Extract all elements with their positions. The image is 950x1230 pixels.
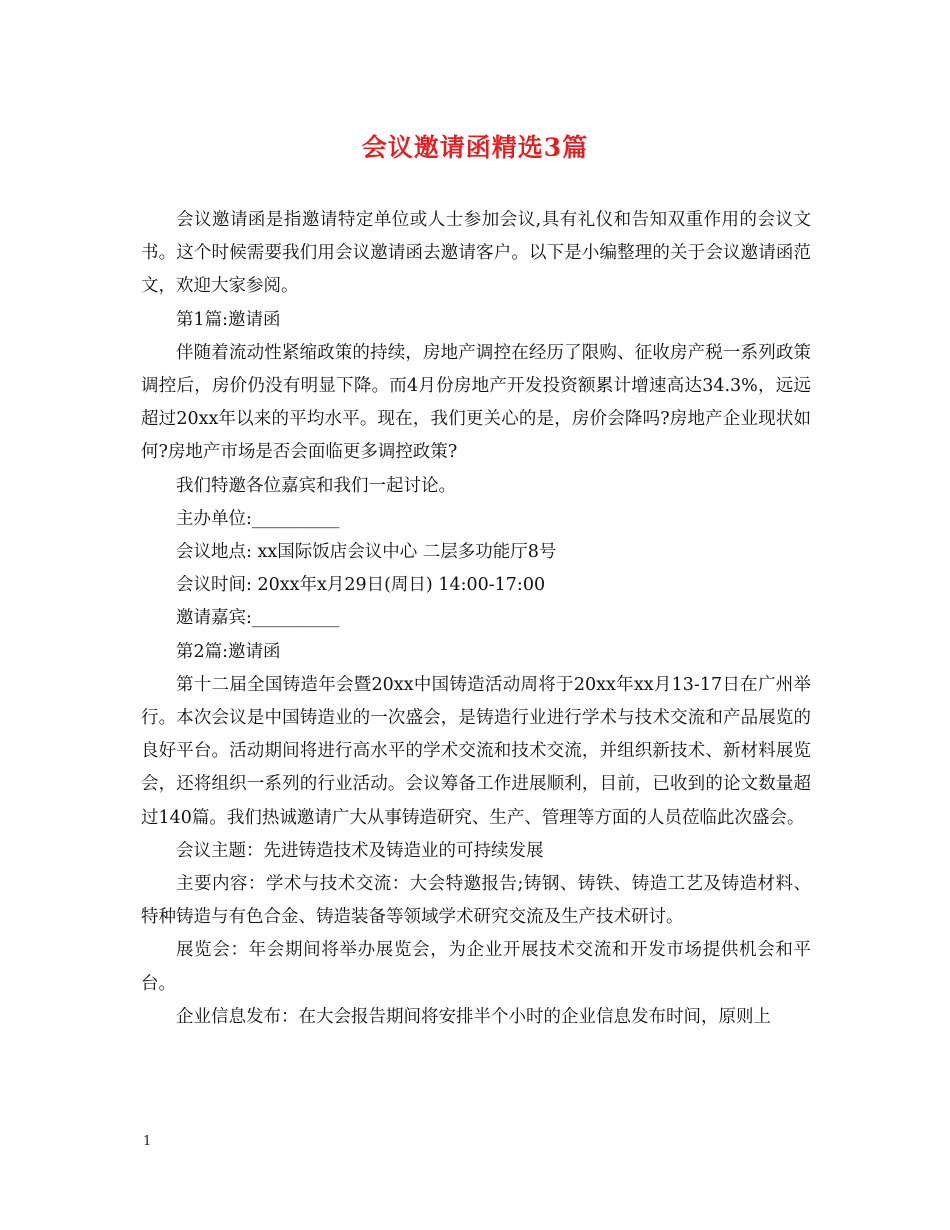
paragraph: 伴随着流动性紧缩政策的持续，房地产调控在经历了限购、征收房产税一系列政策调控后，房价仍没有明显下降。而4月份房地产开发投资额累计增速高达34.3%，远远超过20xx年以来的平均水平。现在，我们更关心的是，房价会降吗?房地产企业现状如何?房地产市场是否会面临更多调控政策?: [141, 342, 811, 463]
paragraph: 我们特邀各位嘉宾和我们一起讨论。: [176, 475, 456, 496]
paragraph-intro: 会议邀请函是指邀请特定单位或人士参加会议,具有礼仪和告知双重作用的会议文书。这个时候需要我们用会议邀请函去邀请客户。以下是小编整理的关于会议邀请函范文，欢迎大家参阅。: [141, 210, 811, 297]
paragraph: 第十二届全国铸造年会暨20xx中国铸造活动周将于20xx年xx月13-17日在广州举行。本次会议是中国铸造业的一次盛会，是铸造行业进行学术与技术交流和产品展览的良好平台。活动期间将进行高水平的学术交流和技术交流，并组织新技术、新材料展览会，还将组织一系列的行业活动。会议筹备工作进展顺利，目前，已收到的论文数量超过140篇。我们热诚邀请广大从事铸造研究、生产、管理等方面的人员莅临此次盛会。: [141, 674, 811, 828]
page-number: 1: [143, 1134, 152, 1149]
guests-line: 邀请嘉宾:__________: [176, 608, 340, 629]
theme-line: 会议主题：先进铸造技术及铸造业的可持续发展: [176, 840, 544, 861]
document-title: 会议邀请函精选3篇: [361, 133, 589, 162]
section-heading-2: 第2篇:邀请函: [176, 641, 281, 662]
venue-line: 会议地点: xx国际饭店会议中心 二层多功能厅8号: [176, 542, 557, 563]
content-line: 主要内容：学术与技术交流：大会特邀报告;铸钢、铸铁、铸造工艺及铸造材料、 特种铸造与有色合金、铸造装备等领域学术研究交流及生产技术研讨。: [141, 874, 811, 928]
info-release-line: 企业信息发布：在大会报告期间将安排半个小时的企业信息发布时间，原则上: [176, 1006, 771, 1027]
organizer-line: 主办单位:__________: [176, 508, 340, 529]
exhibition-line: 展览会：年会期间将举办展览会，为企业开展技术交流和开发市场提供机会和平台。: [141, 940, 811, 994]
section-heading-1: 第1篇:邀请函: [176, 309, 281, 330]
document-body: [141, 204, 811, 1034]
time-line: 会议时间: 20xx年x月29日(周日) 14:00-17:00: [176, 575, 546, 596]
